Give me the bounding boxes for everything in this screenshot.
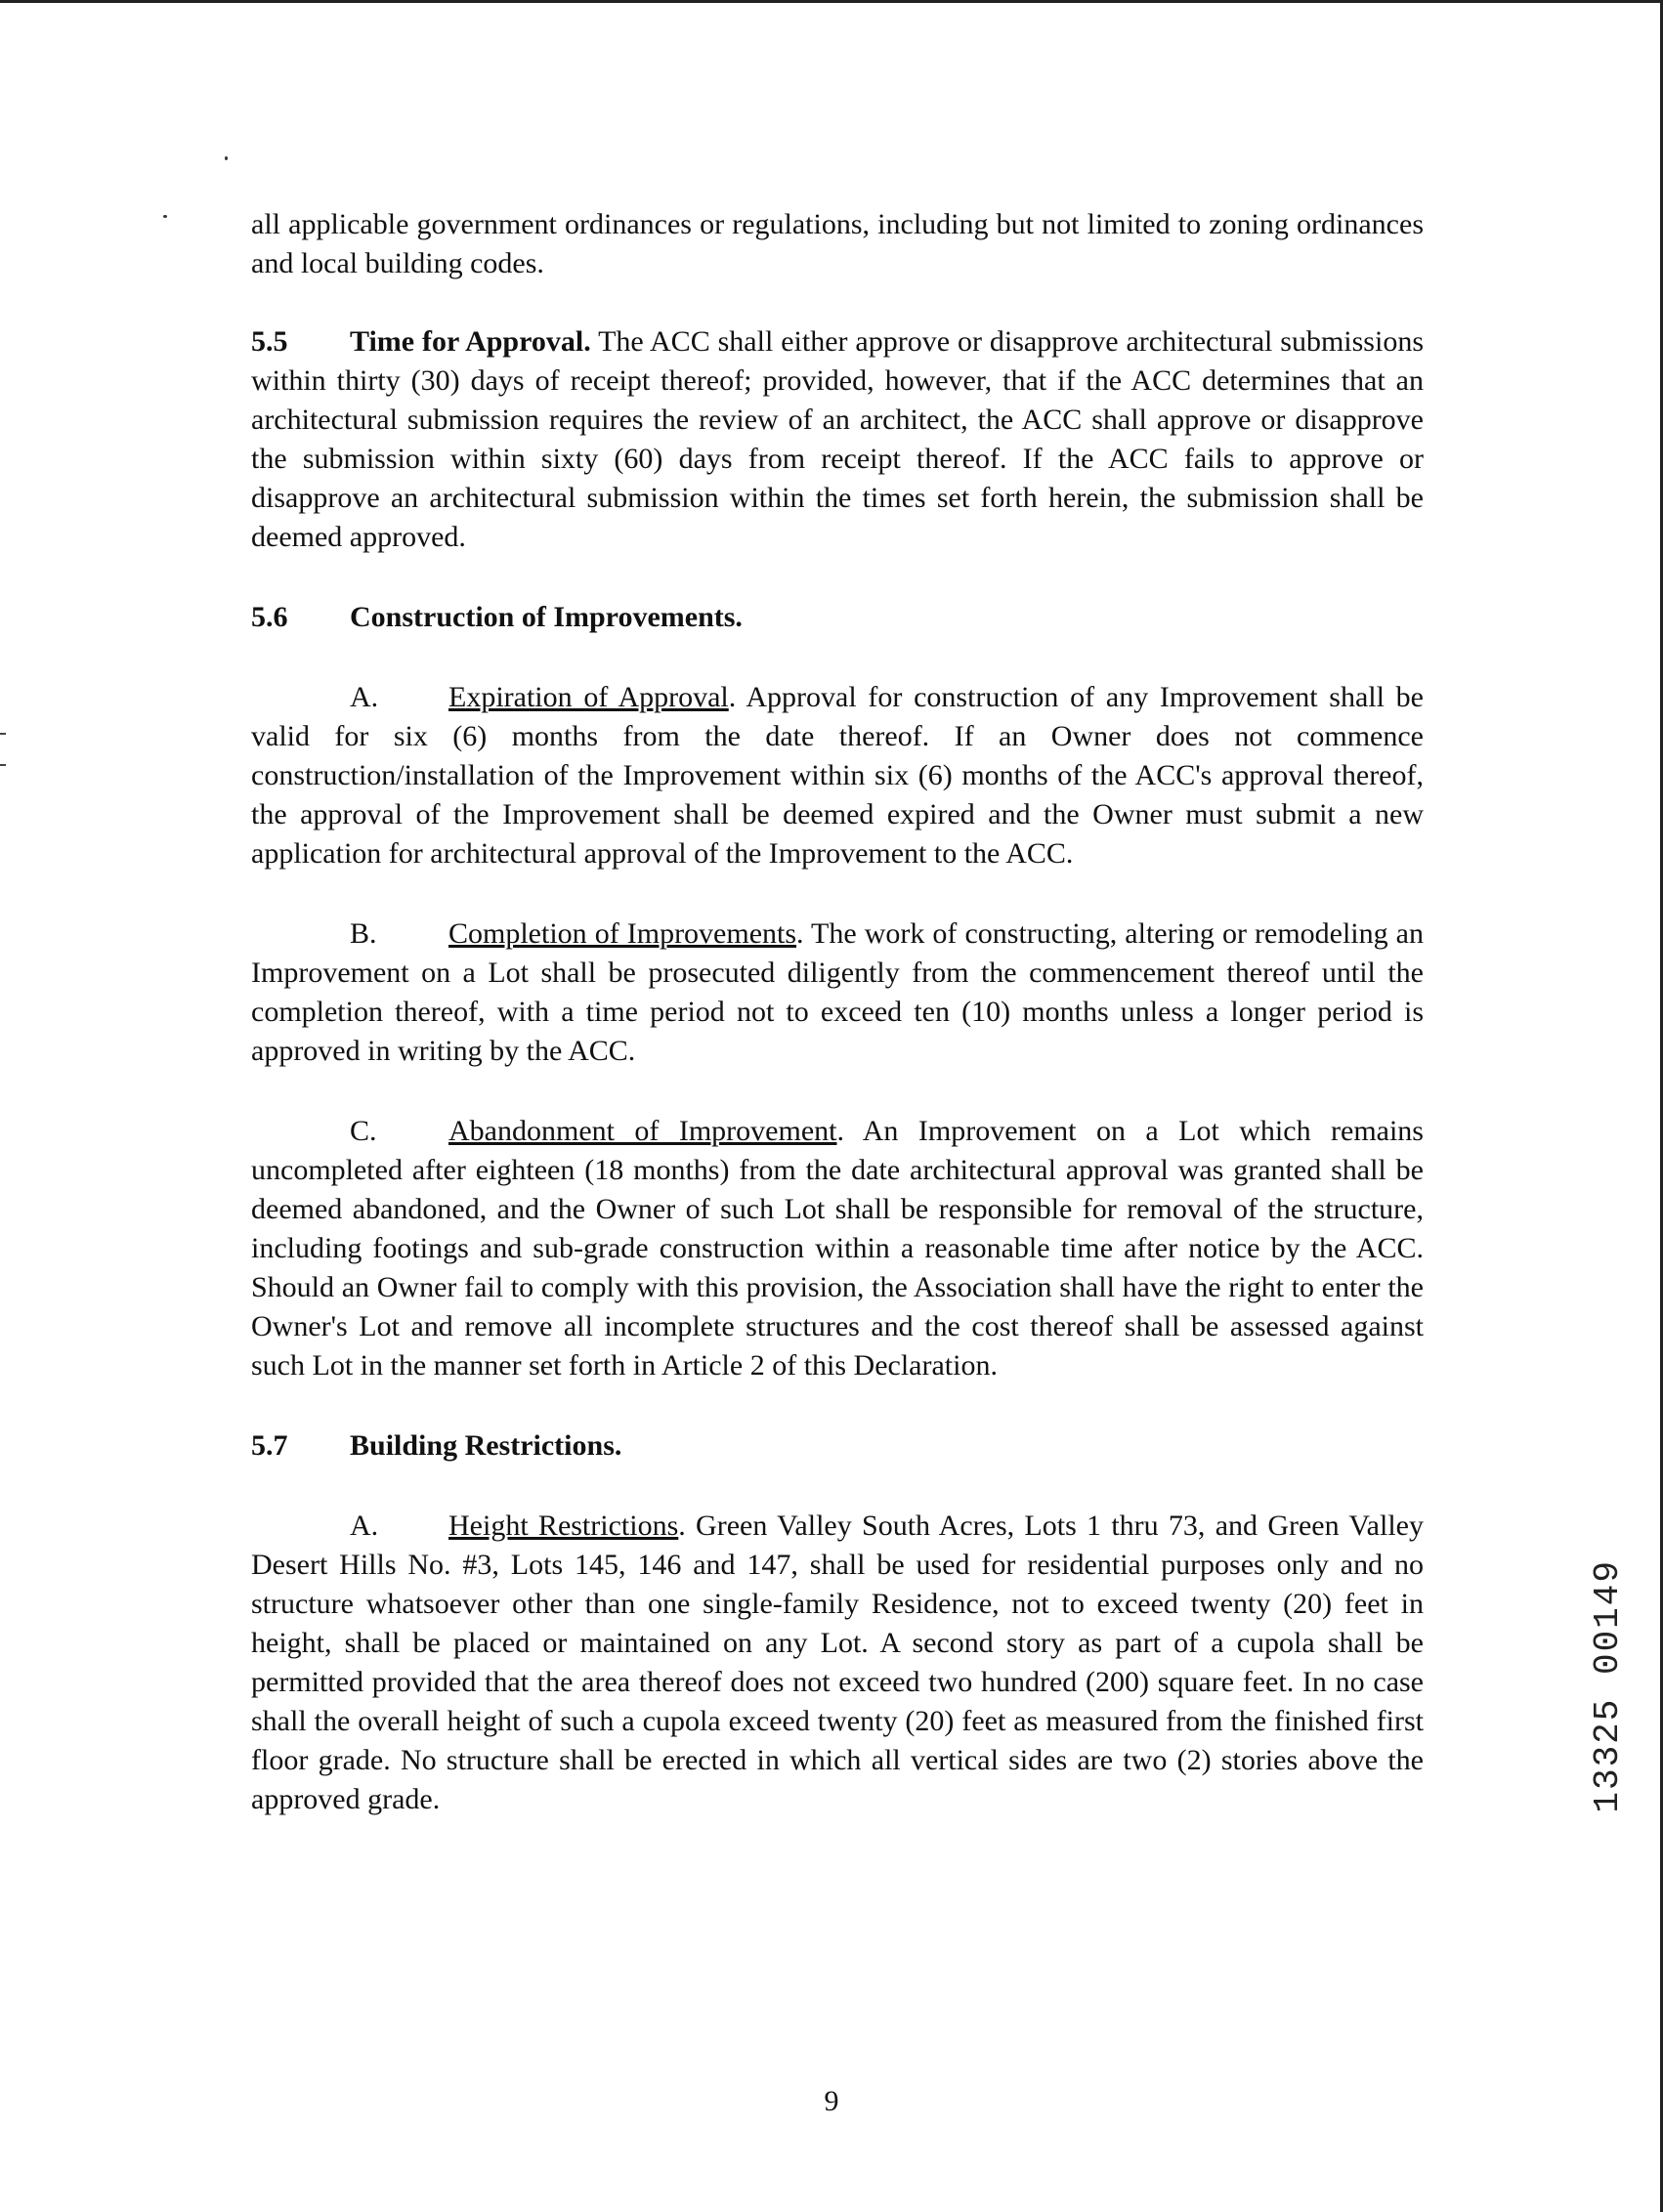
page-number: 9	[824, 2085, 839, 2117]
subsection-letter: B.	[350, 917, 377, 950]
section-number: 5.5	[251, 325, 288, 358]
subsection-title: Abandonment of Improvement	[448, 1115, 837, 1147]
section-text: The ACC shall either approve or disapprove architectural submissions within thirty (30) days of receipt thereof; provided, however, that if the ACC determines that an architectural submission requires the review of an architect, the ACC shall approve or disapprove the submission within sixty (60) days from receipt thereof. If the ACC fails to approve or disapprove an architectural submission within the times set forth herein, the submission shall be deemed approved.	[251, 325, 1424, 553]
section-title: Time for Approval.	[350, 325, 591, 358]
continued-paragraph	[251, 205, 1424, 283]
subsection-title: Completion of Improvements	[448, 917, 797, 950]
subsection-title: Expiration of Approval	[448, 681, 729, 713]
document-body	[251, 205, 1424, 1819]
subsection-text: . The work of constructing, altering or remodeling an Improvement on a Lot shall be prosecuted diligently from the commencement thereof until the completion thereof, with a time period not to exceed ten (10) months unless a longer period is approved in writing by the ACC.	[251, 917, 1424, 1067]
subsection-text: . Approval for construction of any Improvement shall be valid for six (6) months from the date thereof. If an Owner does not commence construction/installation of the Improvement within six (6) months of the ACC's approval thereof, the approval of the Improvement shall be deemed expired and the Owner must submit a new application for architectural approval of the Improvement to the ACC.	[251, 681, 1424, 870]
scan-speck	[225, 156, 228, 160]
section-title: Construction of Improvements.	[350, 601, 743, 633]
section-number: 5.6	[251, 601, 288, 633]
continued-paragraph-text: all applicable government ordinances or regulations, including but not limited to zoning ordinances and local building codes.	[251, 208, 1424, 279]
subsection-letter: A.	[350, 1510, 379, 1542]
subsection-title: Height Restrictions	[448, 1510, 679, 1542]
subsection-letter: C.	[350, 1115, 377, 1147]
section-5-5	[251, 322, 1424, 557]
subsection-text: . An Improvement on a Lot which remains uncompleted after eighteen (18 months) from the date architectural approval was granted shall be deemed abandoned, and the Owner of such Lot shall be responsible for removal of the structure, including footings and sub-grade construction within a reasonable time after notice by the ACC. Should an Owner fail to comply with this provision, the Association shall have the right to enter the Owner's Lot and remove all incomplete structures and the cost thereof shall be assessed against such Lot in the manner set forth in Article 2 of this Declaration.	[251, 1115, 1424, 1382]
section-title: Building Restrictions.	[350, 1429, 622, 1462]
scan-margin-marks	[0, 733, 6, 766]
section-5-6-heading	[251, 598, 1424, 637]
subsection-letter: A.	[350, 681, 379, 713]
subsection-5-6-a	[251, 678, 1424, 873]
section-5-7-heading	[251, 1426, 1424, 1466]
section-number: 5.7	[251, 1429, 288, 1462]
scan-speck	[163, 215, 167, 218]
subsection-5-6-b	[251, 915, 1424, 1071]
page-edge-top	[0, 0, 1663, 3]
subsection-text: . Green Valley South Acres, Lots 1 thru 73, and Green Valley Desert Hills No. #3, Lots 145, 146 and 147, shall be used for residential purposes only and no structure whatsoever other than one single-family Residence, not to exceed twenty (20) feet in height, shall be placed or maintained on any Lot. A second story as part of a cupola shall be permitted provided that the area thereof does not exceed two hundred (200) square feet. In no case shall the overall height of such a cupola exceed twenty (20) feet as measured from the finished first floor grade. No structure shall be erected in which all vertical sides are two (2) stories above the approved grade.	[251, 1510, 1424, 1815]
subsection-5-6-c	[251, 1112, 1424, 1385]
recording-stamp: 13325 00149	[1588, 1559, 1628, 1813]
subsection-5-7-a	[251, 1507, 1424, 1819]
